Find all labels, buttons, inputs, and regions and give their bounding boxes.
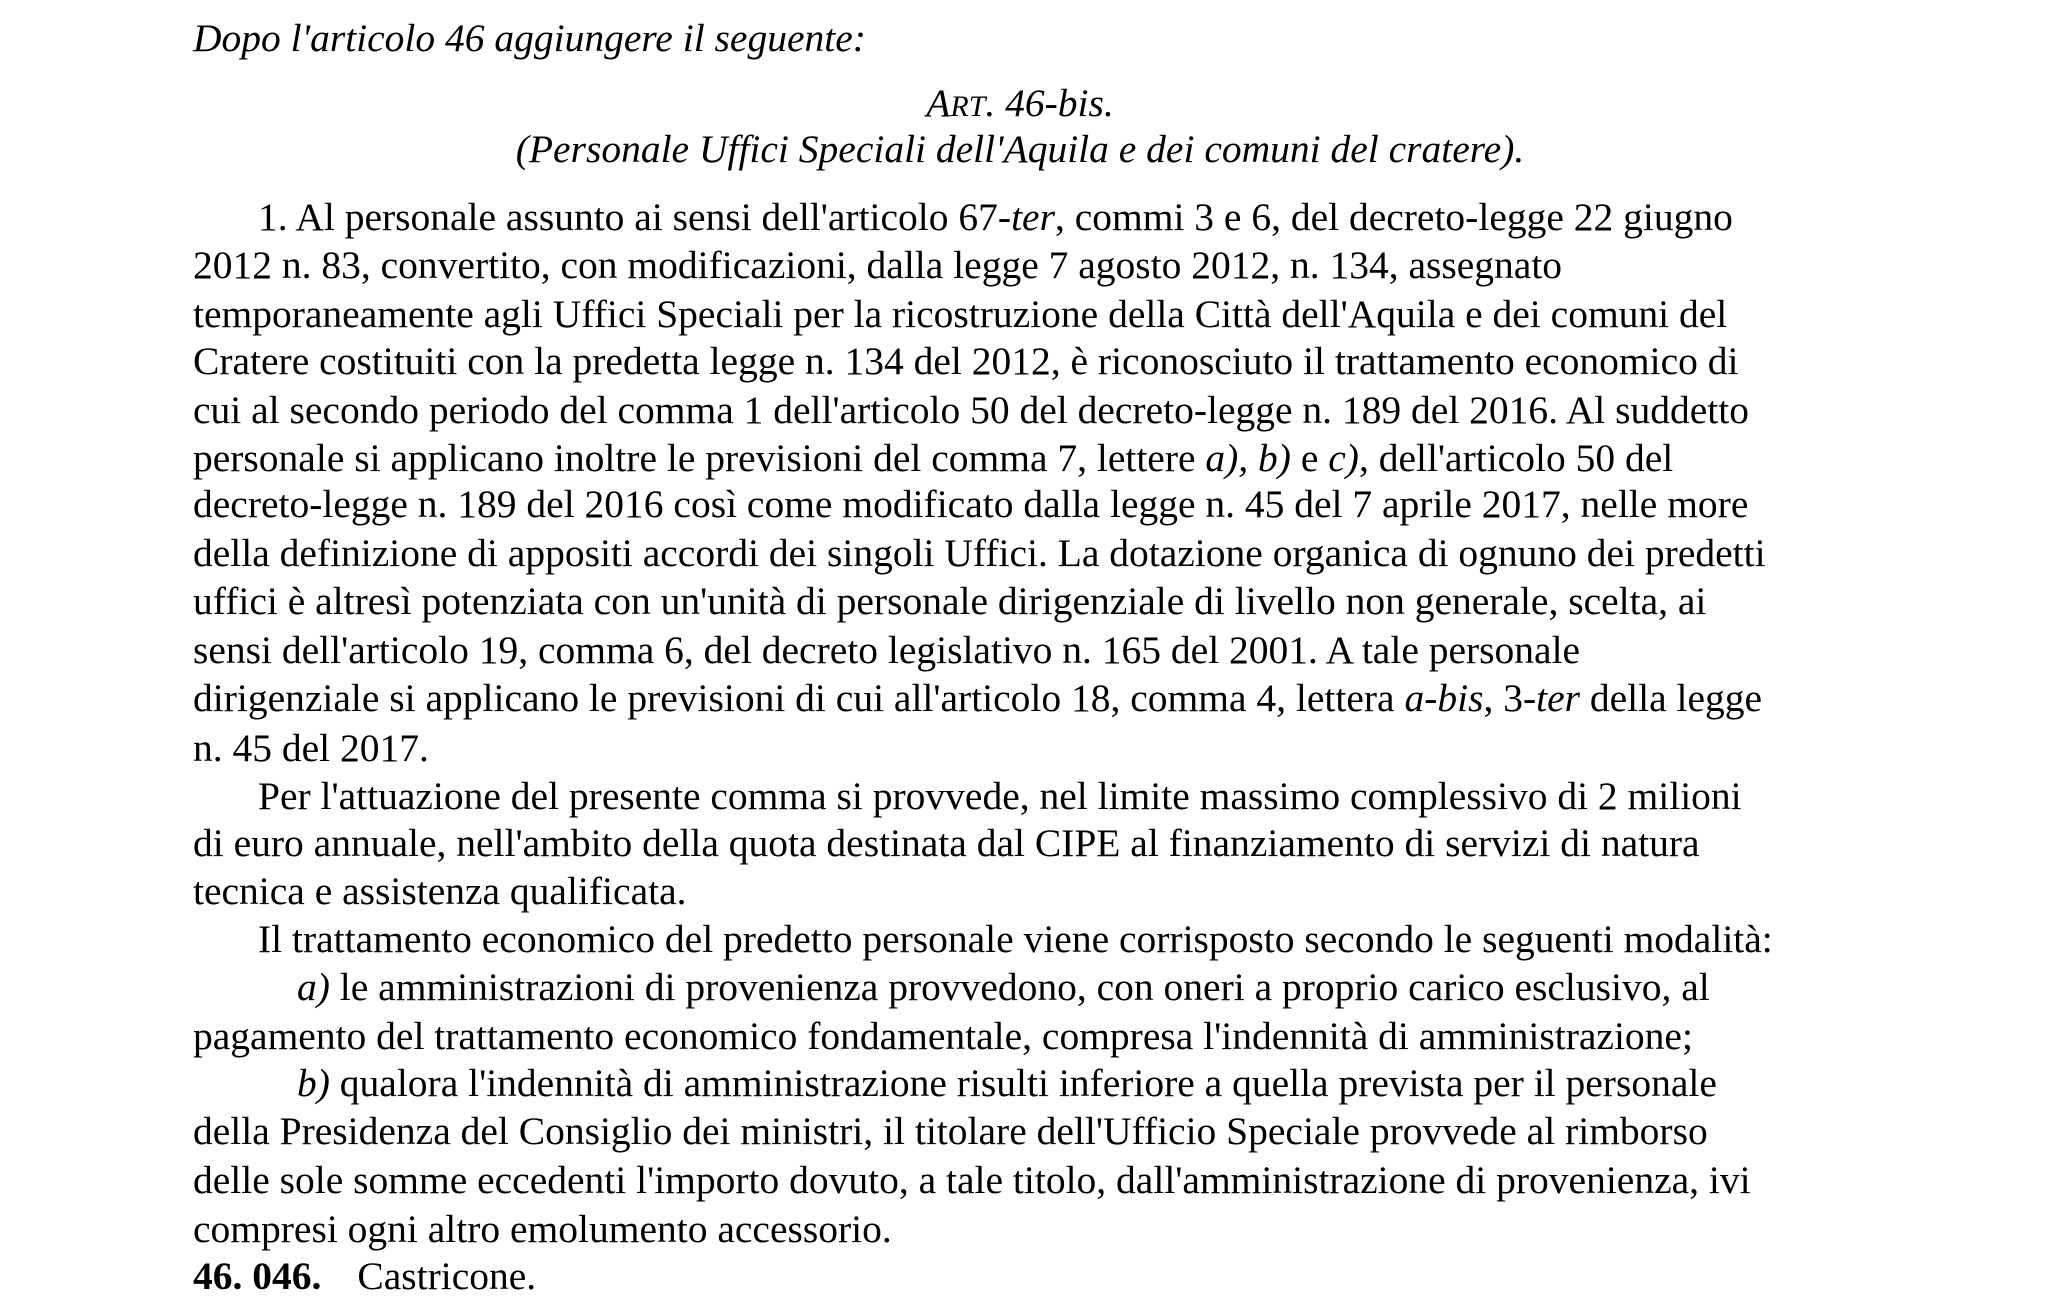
text-segment: temporaneamente agli Uffici Speciali per la ricostruzione della Città dell'Aquila e dei comuni del bbox=[193, 292, 1728, 336]
body-line bbox=[193, 579, 1707, 623]
text-segment: , commi 3 e 6, del decreto-legge 22 giugno bbox=[1054, 195, 1733, 239]
body-line bbox=[193, 1109, 1708, 1153]
text-segment: della definizione di appositi accordi dei singoli Uffici. La dotazione organica di ognuno dei predetti bbox=[193, 531, 1766, 575]
italic-text: a) bbox=[297, 965, 330, 1009]
article-heading bbox=[0, 81, 2040, 127]
italic-text: c) bbox=[1328, 436, 1359, 480]
text-segment: sensi dell'articolo 19, comma 6, del decreto legislativo n. 165 del 2001. A tale personale bbox=[193, 628, 1581, 672]
body-line bbox=[297, 965, 1710, 1009]
text-segment: pagamento del trattamento economico fondamentale, compresa l'indennità di amministrazione; bbox=[193, 1014, 1693, 1058]
text-segment: 2012 n. 83, convertito, con modificazioni, dalla legge 7 agosto 2012, n. 134, assegnato bbox=[193, 243, 1563, 287]
text-segment: n. 45 del 2017. bbox=[193, 726, 429, 770]
body-line bbox=[193, 1014, 1693, 1058]
text-segment: delle sole somme eccedenti l'importo dovuto, a tale titolo, dall'amministrazione di provenienza, ivi bbox=[193, 1158, 1751, 1202]
text-segment: uffici è altresì potenziata con un'unità di personale dirigenziale di livello non generale, scelta, ai bbox=[193, 579, 1707, 623]
body-line bbox=[258, 195, 1733, 239]
text-segment: , dell'articolo 50 del bbox=[1358, 436, 1674, 480]
amendment-author: Castricone. bbox=[357, 1254, 537, 1298]
body-line bbox=[193, 1158, 1751, 1202]
text-segment: decreto-legge n. 189 del 2016 così come modificato dalla legge n. 45 del 7 aprile 2017, nelle more bbox=[193, 482, 1749, 526]
text-segment: Per l'attuazione del presente comma si provvede, nel limite massimo complessivo di 2 milioni bbox=[258, 774, 1742, 818]
text-segment: della Presidenza del Consiglio dei ministri, il titolare dell'Ufficio Speciale provvede al rimborso bbox=[193, 1109, 1708, 1153]
article-title: (Personale Uffici Speciali dell'Aquila e dei comuni del cratere). bbox=[515, 127, 1525, 171]
italic-text: a), b) bbox=[1205, 436, 1291, 480]
amendment-line bbox=[193, 1254, 537, 1298]
body-line bbox=[193, 388, 1749, 432]
body-line bbox=[193, 628, 1581, 672]
italic-text: ter bbox=[1011, 195, 1055, 239]
text-segment: 1. Al personale assunto ai sensi dell'articolo 67- bbox=[258, 195, 1012, 239]
italic-text: ter bbox=[1536, 676, 1581, 720]
text-segment: compresi ogni altro emolumento accessorio. bbox=[193, 1207, 892, 1251]
italic-text: b) bbox=[297, 1061, 330, 1105]
text-segment: , 3- bbox=[1483, 676, 1537, 720]
text-segment: e bbox=[1290, 436, 1329, 480]
body-line bbox=[193, 292, 1728, 336]
text-segment: Il trattamento economico del predetto personale viene corrisposto secondo le seguenti modalità: bbox=[258, 917, 1773, 961]
text-segment: tecnica e assistenza qualificata. bbox=[193, 869, 687, 913]
text-segment: Cratere costituiti con la predetta legge n. 134 del 2012, è riconosciuto il trattamento economico di bbox=[193, 339, 1739, 383]
body-line bbox=[193, 869, 687, 913]
text-segment: le amministrazioni di provenienza provvedono, con oneri a proprio carico esclusivo, al bbox=[329, 965, 1710, 1009]
body-line bbox=[258, 774, 1742, 818]
text-segment: personale si applicano inoltre le previsioni del comma 7, lettere bbox=[193, 436, 1206, 480]
article-label-cap: A bbox=[926, 81, 951, 125]
italic-text: a-bis bbox=[1404, 676, 1484, 720]
body-line bbox=[193, 676, 1763, 720]
text-segment: qualora l'indennità di amministrazione risulti inferiore a quella prevista per il personale bbox=[329, 1061, 1717, 1105]
article-label-rest: . 46-bis. bbox=[985, 81, 1114, 125]
body-line bbox=[193, 243, 1563, 287]
text-segment: di euro annuale, nell'ambito della quota destinata dal CIPE al finanziamento di servizi di natura bbox=[193, 821, 1700, 865]
body-line bbox=[258, 917, 1773, 961]
body-line bbox=[297, 1061, 1717, 1105]
body-line bbox=[193, 339, 1739, 383]
text-segment: cui al secondo periodo del comma 1 dell'articolo 50 del decreto-legge n. 189 del 2016. Al suddetto bbox=[193, 388, 1749, 432]
body-line bbox=[193, 726, 429, 770]
text-segment: della legge bbox=[1580, 676, 1763, 720]
body-line bbox=[193, 531, 1766, 575]
text-segment: dirigenziale si applicano le previsioni di cui all'articolo 18, comma 4, lettera bbox=[193, 676, 1405, 720]
body-line bbox=[193, 436, 1674, 480]
body-line bbox=[193, 482, 1749, 526]
intro-text: Dopo l'articolo 46 aggiungere il seguente: bbox=[193, 16, 866, 60]
article-label-small: RT bbox=[950, 90, 986, 123]
body-line bbox=[193, 1207, 892, 1251]
amendment-number: 46. 046. bbox=[193, 1254, 322, 1298]
body-line bbox=[193, 821, 1700, 865]
